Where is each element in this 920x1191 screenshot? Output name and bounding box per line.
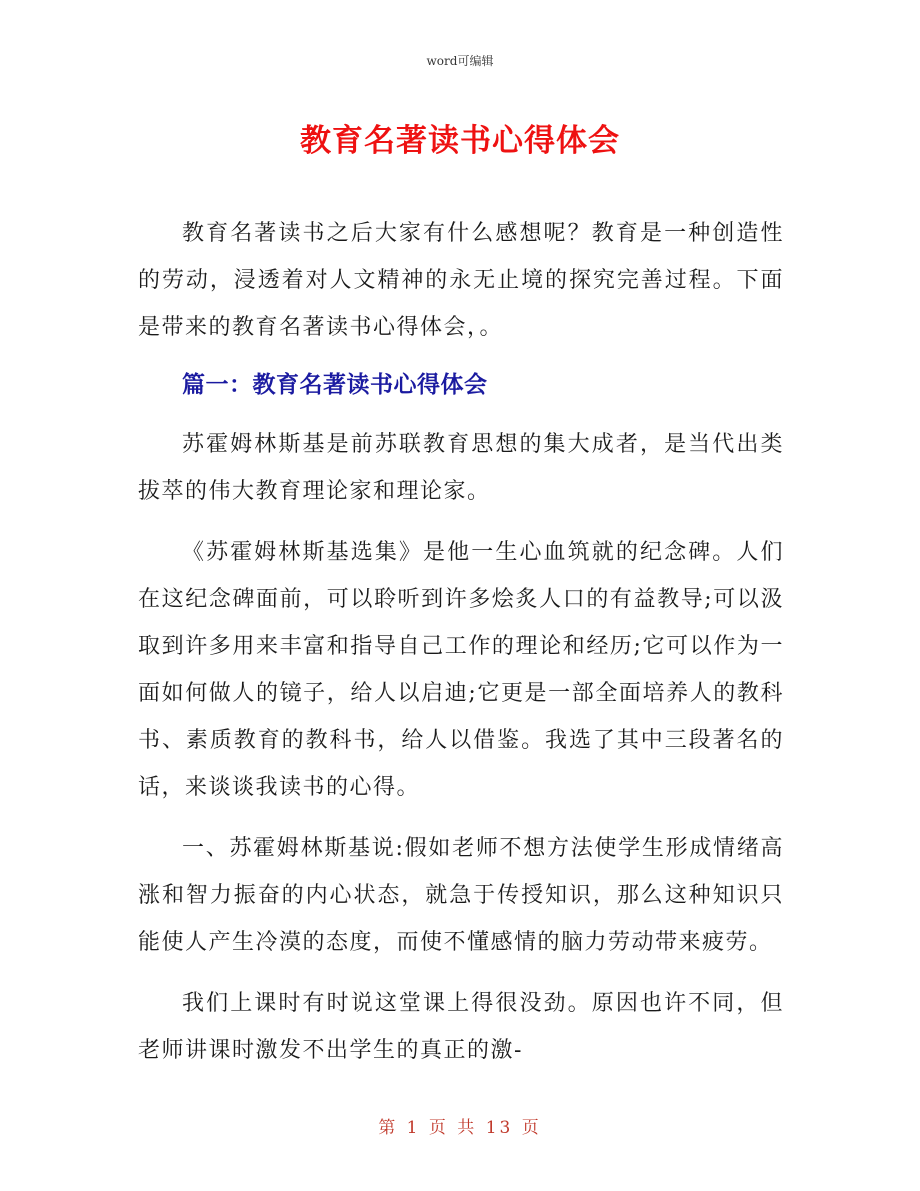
page-indicator: 第 1 页 共 13 页: [378, 1118, 542, 1138]
header-note: word可编辑: [426, 54, 494, 68]
body-paragraph-1: 苏霍姆林斯基是前苏联教育思想的集大成者，是当代出类拔萃的伟大教育理论家和理论家。: [138, 432, 784, 504]
section-heading: 篇一：教育名著读书心得体会: [182, 372, 488, 398]
document-title: 教育名著读书心得体会: [300, 123, 620, 159]
body-paragraph-3: 一、苏霍姆林斯基说:假如老师不想方法使学生形成情绪高涨和智力振奋的内心状态，就急于传授知识，那么这种知识只能使人产生冷漠的态度，而使不懂感情的脑力劳动带来疲劳。: [138, 836, 784, 955]
body-paragraph-2: 《苏霍姆林斯基选集》是他一生心血筑就的纪念碑。人们在这纪念碑面前，可以聆听到许多烩炙人口的有益教导;可以汲取到许多用来丰富和指导自己工作的理论和经历;它可以作为一面如何做人的镜子，给人以启迪;它更是一部全面培养人的教科书、素质教育的教科书，给人以借鉴。我选了其中三段著名的话，来谈谈我读书的心得。: [138, 540, 784, 800]
document-body: [138, 210, 784, 1088]
intro-paragraph: 教育名著读书之后大家有什么感想呢？教育是一种创造性的劳动，浸透着对人文精神的永无止境的探究完善过程。下面是带来的教育名著读书心得体会，。: [138, 221, 784, 340]
body-paragraph-4: 我们上课时有时说这堂课上得很没劲。原因也许不同，但老师讲课时激发不出学生的真正的激-: [138, 991, 784, 1063]
